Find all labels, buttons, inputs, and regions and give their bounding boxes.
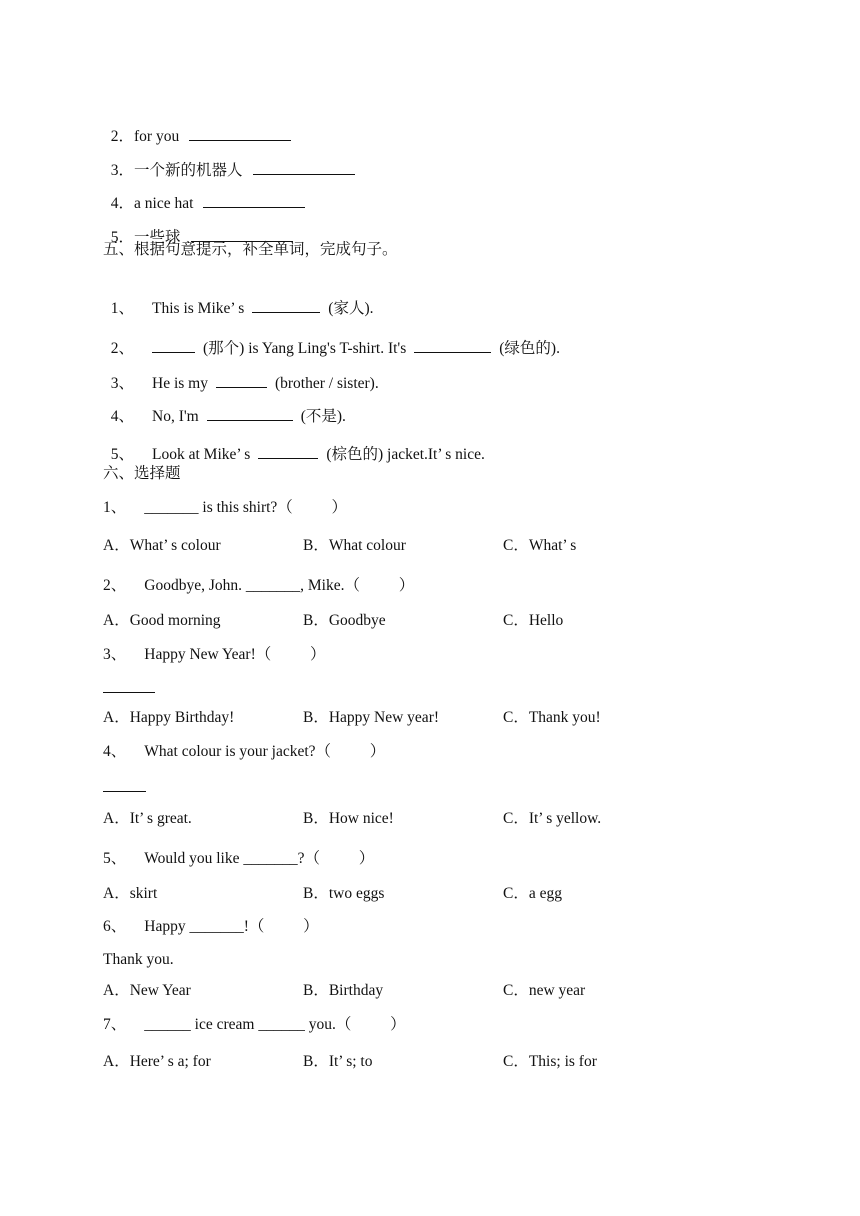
s6-q1-option-a[interactable]: A．What’ s colour: [103, 537, 221, 554]
section5-heading: 五、根据句意提示，补全单词，完成句子。: [103, 241, 398, 258]
s6-q6-response: Thank you.: [103, 951, 174, 968]
s6-q1-stem: 1、 _______ is this shirt?（ ）: [103, 499, 348, 516]
s4-item-4: 4．a nice hat: [103, 173, 305, 214]
s6-q2-option-b[interactable]: B．Goodbye: [303, 612, 386, 629]
s6-q5-option-a[interactable]: A．skirt: [103, 885, 158, 902]
s6-q6-stem: 6、 Happy _______!（ ）: [103, 918, 319, 935]
s6-q4-option-b[interactable]: B．How nice!: [303, 810, 394, 827]
s4-item-2: 2．for you: [103, 106, 291, 147]
s6-q1-option-b[interactable]: B．What colour: [303, 537, 406, 554]
s6-q7-option-b[interactable]: B．It’ s; to: [303, 1053, 373, 1070]
s6-q7-stem: 7、 ______ ice cream ______ you.（ ）: [103, 1016, 406, 1033]
s6-q5-option-c[interactable]: C．a egg: [503, 885, 562, 902]
s5-q5: 5、 Look at Mike’ s (棕色的) jacket.It’ s nice.: [110, 446, 485, 463]
s6-q7-option-c[interactable]: C．This; is for: [503, 1053, 597, 1070]
s5-q1: 1、 This is Mike’ s (家人).: [110, 300, 374, 317]
s4-item-3: 3．一个新的机器人: [103, 140, 355, 181]
answer-blank[interactable]: [414, 338, 491, 353]
s6-q6-option-b[interactable]: B．Birthday: [303, 982, 384, 999]
s6-q3-option-a[interactable]: A．Happy Birthday!: [103, 709, 235, 726]
s6-q3-option-c[interactable]: C．Thank you!: [503, 709, 601, 726]
s6-q2-option-a[interactable]: A．Good morning: [103, 612, 221, 629]
s6-q1-option-c[interactable]: C．What’ s: [503, 537, 577, 554]
answer-blank[interactable]: [189, 126, 291, 141]
answer-blank[interactable]: [258, 444, 318, 459]
s5-q4: 4、 No, I'm (不是).: [110, 408, 346, 425]
s6-q3-option-b[interactable]: B．Happy New year!: [303, 709, 440, 726]
s6-q2-option-c[interactable]: C．Hello: [503, 612, 564, 629]
answer-blank[interactable]: [152, 338, 195, 353]
s6-q4-option-a[interactable]: A．It’ s great.: [103, 810, 192, 827]
answer-blank[interactable]: [207, 406, 293, 421]
answer-dash-line: [103, 692, 155, 693]
answer-dash-line: [103, 791, 146, 792]
answer-blank[interactable]: [252, 298, 320, 313]
s6-q5-stem: 5、 Would you like _______?（ ）: [103, 850, 375, 867]
s6-q6-option-a[interactable]: A．New Year: [103, 982, 191, 999]
s6-q2-stem: 2、 Goodbye, John. _______, Mike.（ ）: [103, 577, 415, 594]
s6-q3-stem: 3、 Happy New Year!（ ）: [103, 646, 326, 663]
s5-q2: 2、 (那个) is Yang Ling's T-shirt. It's (绿色的).: [110, 340, 560, 357]
s6-q4-stem: 4、 What colour is your jacket?（ ）: [103, 743, 386, 760]
s6-q7-option-a[interactable]: A．Here’ s a; for: [103, 1053, 211, 1070]
section6-heading: 六、选择题: [103, 465, 181, 482]
s6-q5-option-b[interactable]: B．two eggs: [303, 885, 385, 902]
s6-q4-option-c[interactable]: C．It’ s yellow.: [503, 810, 602, 827]
s4-item-5: 5．一些球: [103, 207, 293, 248]
answer-blank[interactable]: [203, 193, 305, 208]
s6-q6-option-c[interactable]: C．new year: [503, 982, 586, 999]
s5-q3: 3、 He is my (brother / sister).: [110, 375, 379, 392]
